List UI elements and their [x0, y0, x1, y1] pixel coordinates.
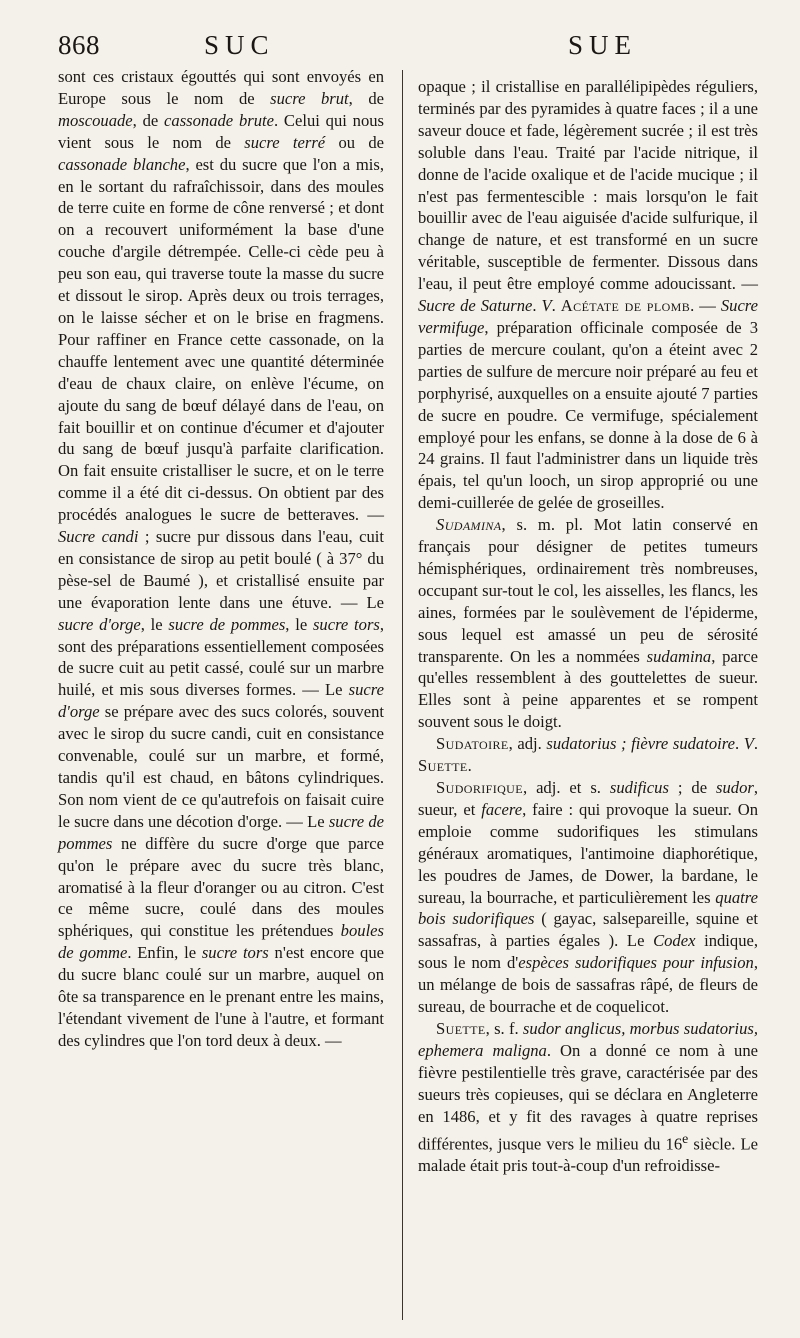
superscript: e [682, 1130, 689, 1146]
term-italic: Sucre candi [58, 527, 139, 547]
text-run: ; de [668, 778, 717, 797]
text-run: . [532, 296, 542, 316]
term-italic: Sucre de Saturne [418, 296, 533, 316]
term-italic: Sucre vermifuge [418, 296, 759, 337]
headword: Sudorifique [436, 778, 523, 797]
text-run: opaque ; il cristallise en parallélipipèdes réguliers, terminés par des pyramides à quatre faces ; il a une saveur douce et fade, légèrement sucrée ; il est très soluble dans l'eau. Traité par l'acide nitrique, il donne de l'acide oxalique et de l'acide mucique ; il n'est pas fermentescible : mais lorsqu'on le fait bouillir avec de l'eau aiguisée d'acide sulfurique, il change de nature, et est transformé en un sucre véritable, susceptible de fermenter. Dissous dans l'eau, il peut être employé comme adoucissant. — [418, 77, 758, 294]
text-run: , le [140, 614, 169, 634]
term-italic: sucre de pommes [58, 811, 384, 853]
text-run: se prépare avec des sucs colorés, souvent avec le sirop du sucre candi, cuit en consistance convenable, coulé sur un marbre, et formé, tandis qu'il est chaud, en bâtons cylindriques. Son nom vient de ce qu'autrefois on faisait cuire le sucre dans une décotion d'orge. — Le [58, 702, 384, 831]
cross-reference: Suette [418, 756, 468, 776]
term-italic: espèces sudorifiques pour infusion [518, 953, 754, 973]
term-italic: boules de gomme [58, 921, 384, 963]
term-italic: sucre tors [312, 614, 380, 634]
text-run: , parce qu'elles ressemblent à des gouttelettes de sueur. Elles sont à peine apparentes et se rompent souvent sous le doigt. [418, 646, 758, 732]
term-italic: sudor [716, 778, 754, 797]
term-italic: sucre d'orge [58, 680, 384, 722]
text-run: . [753, 734, 759, 754]
term-italic: sudamina [646, 646, 712, 666]
headword: Sudamina [436, 515, 502, 535]
text-run: . — [690, 296, 721, 316]
right-column [418, 76, 758, 1177]
entry-sudamina [418, 514, 758, 733]
cross-reference: Acétate de plomb [560, 296, 691, 316]
headword: Suette [436, 1018, 486, 1038]
text-run: n'est encore que du sucre blanc coulé sur un marbre, auquel on ôte sa transparence en le prenant entre les mains, l'étendant vivement de l'une à l'autre, et formant des cylindres que l'on tord deux à deux. — [58, 943, 384, 1050]
term-italic: sudatorius ; fièvre sudatoire [546, 734, 735, 754]
entry-sucre-continuation [58, 66, 384, 1052]
text-run: , de [348, 88, 384, 108]
term-italic: sudificus [609, 778, 669, 797]
term-italic: V [743, 734, 754, 754]
entry-suette [418, 1018, 758, 1177]
page-number: 868 [58, 30, 100, 60]
term-italic: sucre de pommes [168, 614, 286, 634]
text-run: , un mélange de bois de sassafras râpé, de fleurs de sureau, de bourrache et de coquelicot. [418, 953, 758, 1017]
term-italic: sudor anglicus, morbus sudatorius, ephemera maligna [418, 1018, 758, 1060]
text-run: , s. m. pl. Mot latin conservé en français pour désigner de petites tumeurs hémisphériques, ordinairement très nombreuses, occupant sur-tout le col, les aisselles, les flancs, les aines, formées par le soulèvement de l'épiderme, sous lequel est amassé un peu de sérosité transparente. On les a nommées [418, 515, 758, 666]
text-run: , adj. et s. [522, 778, 610, 797]
term-italic: cassonade brute [164, 110, 274, 130]
text-run: . [467, 756, 472, 776]
term-italic: sucre tors [201, 943, 269, 963]
text-run: , sont des préparations essentiellement composées de sucre cuit au petit cassé, coulé sur un marbre huilé, et mis sous diverses formes. — Le [58, 614, 385, 700]
term-italic: Codex [653, 931, 696, 951]
text-run: ou de [325, 132, 384, 152]
term-italic: facere [481, 799, 523, 819]
text-run: sont ces cristaux égouttés qui sont envoyés en Europe sous le nom de [58, 67, 384, 108]
entry-sudorifique [418, 777, 758, 1018]
text-run: . [551, 296, 561, 316]
term-italic: sucre terré [244, 132, 326, 152]
term-italic: cassonade blanche [58, 154, 186, 174]
text-run: , le [285, 614, 313, 634]
text-run: . [734, 734, 744, 754]
text-run: , préparation officinale composée de 3 parties de mercure coulant, qu'on a éteint avec 2 parties de sulfure de mercure noir préparé au feu et porphyrisé, auxquelles on a ensuite ajouté 7 parties de sucre en poudre. Ce vermifuge, spécialement employé pour les enfans, se donne à la dose de 6 à 24 grains. Il faut l'administrer dans un liquide très épais, tel qu'un looch, un sirop approprié ou une demi-cuillerée de gelée de groseilles. [418, 317, 758, 513]
text-run: . Celui qui nous vient sous le nom de [58, 110, 385, 152]
headword: Sudatoire [436, 734, 509, 754]
text-run: ( gayac, salsepareille, squine et sassafras, à parties égales ). Le [418, 909, 758, 951]
column-rule [402, 70, 403, 1320]
term-italic: moscouade [58, 110, 133, 130]
text-run: , est du sucre que l'on a mis, en le sortant du rafraîchissoir, dans des moules de terre cuite en forme de cône renversé ; et dont on a recouvert uniformément la base d'une couche d'argile détrempée. Celle-ci cède peu à peu son eau, qui traverse toute la masse du sucre et dissout le sirop. Après deux ou trois terrages, on le laisse sécher et on le brise en fragmens. Pour raffiner en France cette cassonade, on la chauffe lentement avec une quantité déterminée d'eau de chaux claire, on enlève l'écume, on ajoute du sang de bœuf délayé dans de l'eau, on fait bouillir et on continue d'écumer et d'ajouter du sang de bœuf jusqu'à parfaite clarification. On fait ensuite cristalliser le sucre, et on le terre comme il a été dit ci-dessus. On obtient par des procédés analogues le sucre de betteraves. — [58, 154, 384, 525]
text-run: , s. f. [485, 1018, 523, 1038]
text-run: indique, sous le nom d' [418, 931, 759, 973]
text-run: ne diffère du sucre d'orge que parce qu'on le prépare avec du sucre très blanc, aromatisé à la fleur d'oranger ou au citron. C'est ce même sucre, coulé dans des moules sphériques, qui constitue les prétendues [58, 833, 384, 941]
term-italic: sucre brut [270, 88, 349, 108]
term-italic: quatre bois sudorifiques [418, 887, 758, 929]
running-head-left: SUC [204, 30, 275, 60]
text-run: ; sucre pur dissous dans l'eau, cuit en consistance de sirop au petit boulé ( à 37° du pèse-sel de Baumé ), et cristallisé ensuite par une évaporation lente dans une étuve. — Le [58, 527, 384, 612]
term-italic: sucre d'orge [58, 614, 141, 634]
left-column [58, 66, 384, 1052]
text-run: . On a donné ce nom à une fièvre pestilentielle très grave, caractérisée par des sueurs très copieuses, qui se déclara en Angleterre en 1486, et y fit des ravages à quatre reprises différentes, jusque vers le milieu du 16 [418, 1040, 758, 1154]
text-run: . Enfin, le [127, 943, 202, 963]
text-run: , sueur, et [418, 778, 758, 819]
text-run: , adj. [508, 734, 547, 754]
running-head-right: SUE [568, 30, 638, 60]
entry-sudatoire [418, 733, 758, 777]
text-run: siècle. Le malade était pris tout-à-coup d'un refroidisse- [418, 1134, 758, 1175]
text-run: , de [132, 110, 165, 130]
term-italic: V [541, 296, 552, 316]
text-run: , faire : qui provoque la sueur. On emploie comme sudorifiques les stimulans généraux aromatiques, l'antimoine diaphorétique, les poudres de James, de Dower, la bardane, le sureau, la bourrache, et particulièrement les [418, 799, 759, 907]
entry-sucre-end [418, 76, 758, 514]
